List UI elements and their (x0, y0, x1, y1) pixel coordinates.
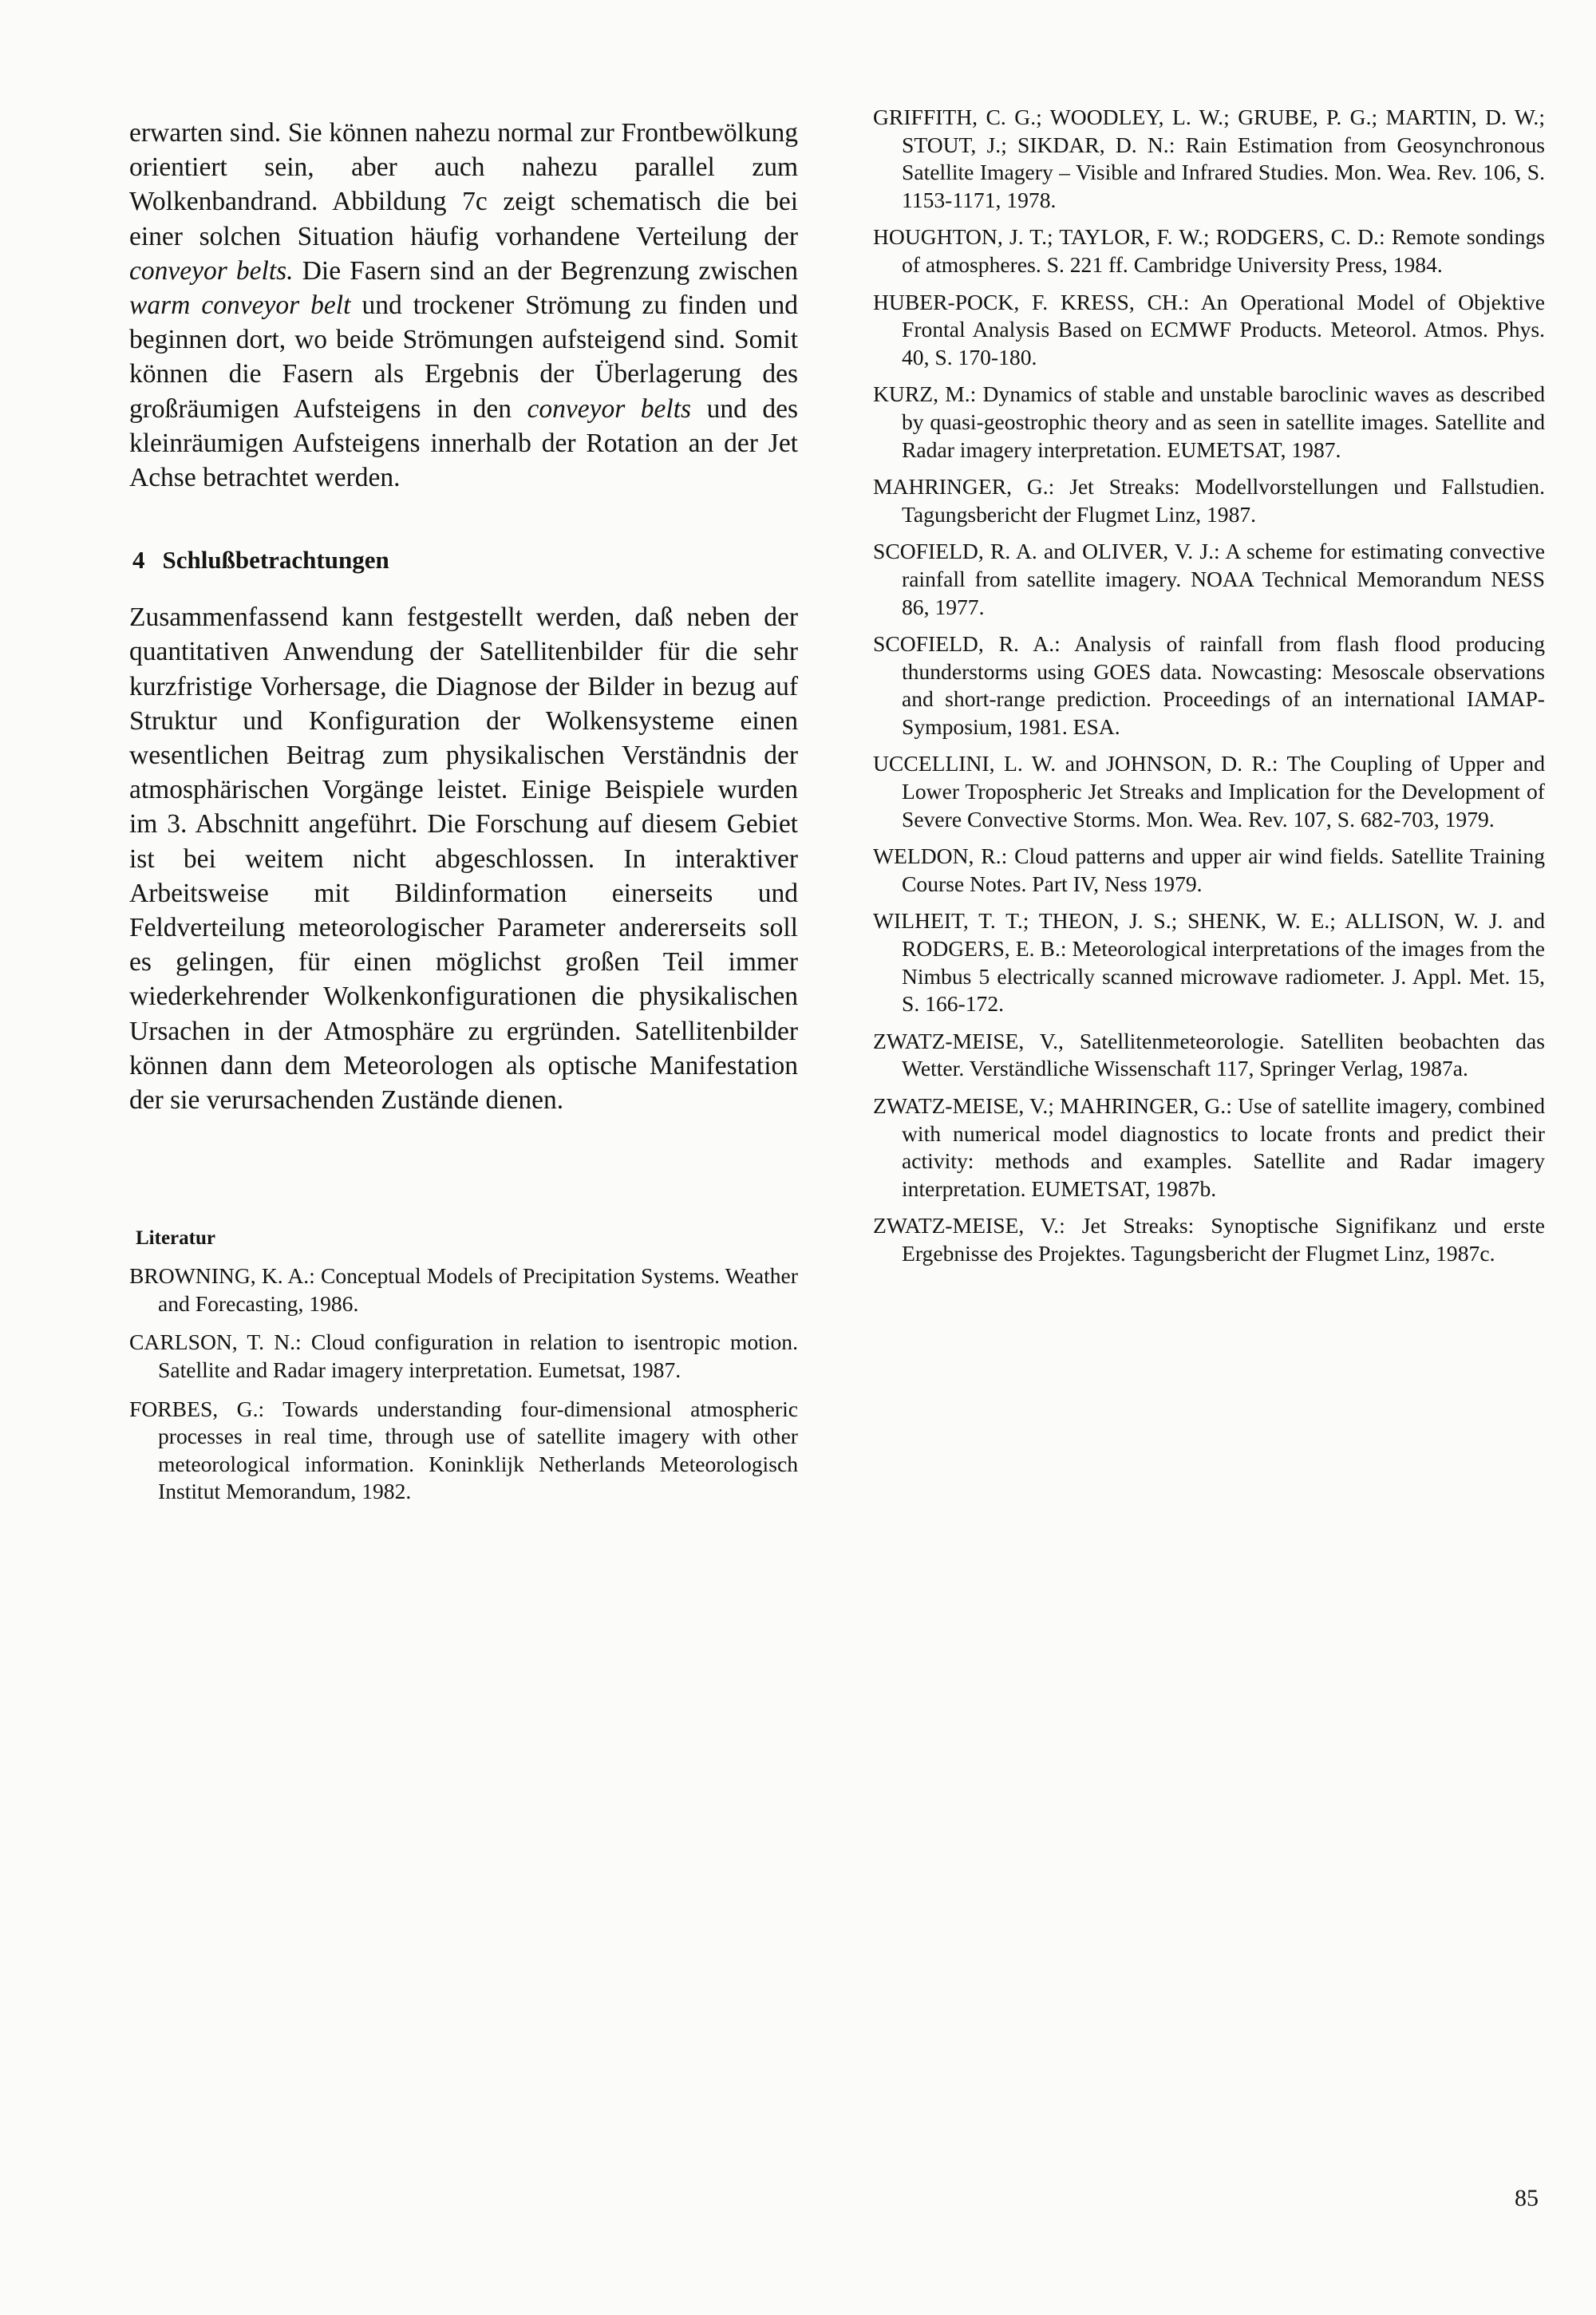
body-paragraph-2: Zusammenfassend kann festgestellt werden, daß neben der quantitativen Anwendung der Satellitenbilder für die sehr kurzfristige Vorhersage, die Diagnose der Bilder in bezug auf Struktur und Konfiguration der Wolkensysteme einen wesentlichen Beitrag zum physikalischen Verständnis der atmosphärischen Vorgänge leistet. Einige Beispiele wurden im 3. Abschnitt angeführt. Die Forschung auf diesem Gebiet ist bei weitem nicht abgeschlossen. In interaktiver Arbeitsweise mit Bildinformation einerseits und Feldverteilung meteorologischer Parameter andererseits soll es gelingen, für einen möglichst großen Teil immer wiederkehrender Wolkenkonfigurationen die physikalischen Ursachen in der Atmosphäre zu ergründen. Satellitenbilder können dann dem Meteorologen als optische Manifestation der sie verursachenden Zustände dienen. (129, 602, 798, 1116)
reference-list-left (129, 1262, 798, 1506)
reference-item: WELDON, R.: Cloud patterns and upper air wind fields. Satellite Training Course Notes. Part IV, Ness 1979. (873, 843, 1545, 896)
reference-item: HOUGHTON, J. T.; TAYLOR, F. W.; RODGERS, C. D.: Remote sondings of atmospheres. S. 221 ff. Cambridge University Press, 1984. (873, 224, 1545, 277)
paragraph-1-text-a: erwarten sind. Sie können nahezu normal zur Frontbewölkung orientiert sein, aber auch nahezu parallel zum Wolkenbandrand. Abbildung 7c zeigt schematisch die bei einer solchen Situation häufig vorhandene Verteilung der (129, 118, 798, 251)
reference-item: WILHEIT, T. T.; THEON, J. S.; SHENK, W. E.; ALLISON, W. J. and RODGERS, E. B.: Meteorological interpretations of the images from the Nimbus 5 electrically scanned microwave radiometer. J. Appl. Met. 15, S. 166-172. (873, 908, 1545, 1017)
paragraph-1-text-e: und trockener Strömung zu finden und beginnen dort, wo beide Strömungen aufsteigend sind. Somit können die Fasern als Ergebnis der Überlagerung des großräumigen Aufsteigens in den (129, 290, 798, 424)
reference-list-right (873, 104, 1545, 1268)
paragraph-1-italic-f: conveyor belts (527, 393, 692, 424)
literature-heading: Literatur (136, 1227, 215, 1250)
reference-item: GRIFFITH, C. G.; WOODLEY, L. W.; GRUBE, P. G.; MARTIN, D. W.; STOUT, J.; SIKDAR, D. N.: Rain Estimation from Geosynchronous Satellite Imagery – Visible and Infrared Studies. Mon. Wea. Rev. 106, S. 1153-1171, 1978. (873, 105, 1545, 212)
right-column (873, 104, 1545, 1278)
reference-item: ZWATZ-MEISE, V., Satellitenmeteorologie. Satelliten beobachten das Wetter. Verständliche Wissenschaft 117, Springer Verlag, 1987a. (873, 1028, 1545, 1081)
reference-item: SCOFIELD, R. A.: Analysis of rainfall from flash flood producing thunderstorms using GOES data. Nowcasting: Mesoscale observations and short-range prediction. Proceedings of an international IAMAP-Symposium, 1981. ESA. (873, 631, 1545, 739)
section-heading (132, 544, 798, 576)
reference-item: CARLSON, T. N.: Cloud configuration in relation to isentropic motion. Satellite and Radar imagery interpretation. Eumetsat, 1987. (129, 1329, 798, 1383)
page-number: 85 (1515, 2185, 1539, 2211)
reference-item: ZWATZ-MEISE, V.: Jet Streaks: Synoptische Signifikanz und erste Ergebnisse des Projektes. Tagungsbericht der Flugmet Linz, 1987c. (873, 1213, 1545, 1266)
reference-item: KURZ, M.: Dynamics of stable and unstable baroclinic waves as described by quasi-geostrophic theory and as seen in satellite images. Satellite and Radar imagery interpretation. EUMETSAT, 1987. (873, 381, 1545, 462)
reference-item: MAHRINGER, G.: Jet Streaks: Modellvorstellungen und Fallstudien. Tagungsbericht der Flugmet Linz, 1987. (873, 474, 1545, 527)
reference-item: FORBES, G.: Towards understanding four-dimensional atmospheric processes in real time, through use of satellite imagery with other meteorological information. Koninklijk Netherlands Meteorologisch Institut Memorandum, 1982. (129, 1396, 798, 1504)
body-paragraph-1 (129, 116, 798, 495)
reference-item: ZWATZ-MEISE, V.; MAHRINGER, G.: Use of satellite imagery, combined with numerical model diagnostics to locate fronts and predict their activity: methods and examples. Satellite and Radar imagery interpretation. EUMETSAT, 1987b. (873, 1093, 1545, 1201)
reference-item: HUBER-POCK, F. KRESS, CH.: An Operational Model of Objektive Frontal Analysis Based on ECMWF Products. Meteorol. Atmos. Phys. 40, S. 170-180. (873, 289, 1545, 369)
paragraph-1-italic-b: conveyor belts. (129, 255, 294, 286)
reference-item: SCOFIELD, R. A. and OLIVER, V. J.: A scheme for estimating convective rainfall from satellite imagery. NOAA Technical Memorandum NESS 86, 1977. (873, 539, 1545, 619)
left-column (129, 116, 798, 1517)
reference-item: BROWNING, K. A.: Conceptual Models of Precipitation Systems. Weather and Forecasting, 1986. (129, 1263, 798, 1316)
paragraph-1-text-g: und des kleinräumigen Aufsteigens innerhalb der Rotation an der Jet Achse betrachtet werden. (129, 393, 798, 493)
paragraph-1-italic-d: warm conveyor belt (129, 290, 351, 321)
paragraph-1-text-c: Die Fasern sind an der Begrenzung zwischen (293, 255, 798, 286)
reference-item: UCCELLINI, L. W. and JOHNSON, D. R.: The Coupling of Upper and Lower Tropospheric Jet Streaks and Implication for the Development of Severe Convective Storms. Mon. Wea. Rev. 107, S. 682-703, 1979. (873, 751, 1545, 832)
section-title: Schlußbetrachtungen (162, 546, 389, 575)
section-number: 4 (132, 546, 145, 575)
